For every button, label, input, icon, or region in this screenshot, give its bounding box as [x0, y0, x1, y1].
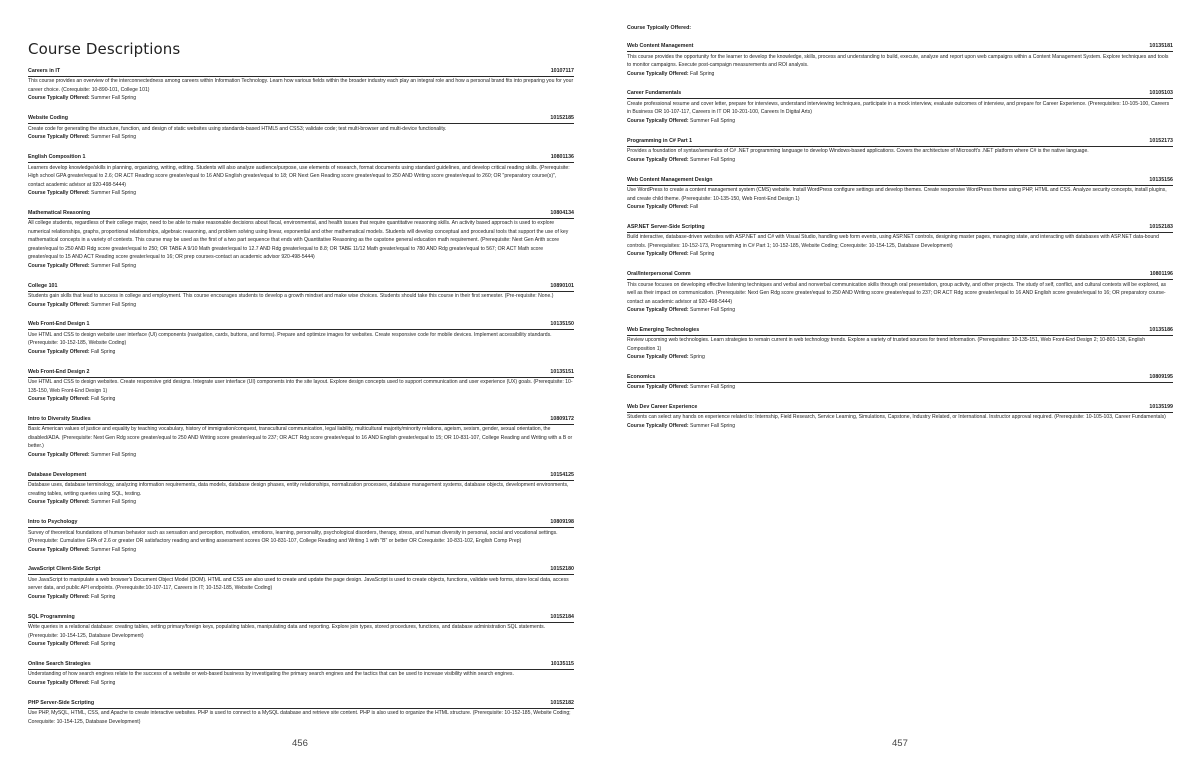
- course-description: Use HTML and CSS to design website user interface (UI) components (navigation, cards, buttons, and forms). Prepare and optimize images for websites. Create responsive code for mobile devices. Implement accessibility standards. (Prerequisite: 10-152-185, Website Coding): [28, 331, 552, 347]
- course-offered: [627, 70, 1173, 78]
- offered-terms: Fall: [690, 204, 699, 211]
- course-header: [627, 327, 1173, 336]
- offered-terms: Summer Fall Spring: [91, 546, 137, 553]
- offered-terms: Summer Fall Spring: [91, 499, 137, 506]
- course-offered: [627, 353, 1173, 361]
- course-code: 10152183: [1149, 223, 1173, 230]
- course-code: 10152173: [1149, 137, 1173, 144]
- offered-terms: Fall Spring: [690, 251, 715, 258]
- course-entry: [28, 283, 574, 309]
- offered-label: Course Typically Offered:: [28, 301, 90, 308]
- offered-terms: Summer Fall Spring: [91, 301, 137, 308]
- offered-label: Course Typically Offered:: [28, 499, 90, 506]
- offered-label: Course Typically Offered:: [627, 307, 689, 314]
- offered-terms: Summer Fall Spring: [690, 384, 736, 391]
- right-page: [627, 0, 1173, 776]
- offered-label: Course Typically Offered:: [627, 251, 689, 258]
- course-entry: [28, 661, 574, 687]
- course-description: Use PHP, MySQL, HTML, CSS, and Apache to create interactive websites. PHP is used to connect to a MySQL database and retrieve site content. PHP is also used to organize the HTML structure. (Prerequisite: 10-152-185, Website Coding; Corequisite: 10-154-125, Database Development): [28, 710, 571, 725]
- left-page: [28, 0, 574, 776]
- course-description: Provides a foundation of syntax/semantics of C# .NET programming language to develop Windows-based applications. Covers the architecture of Microsoft's .NET platform where C# is the native language.: [627, 148, 1089, 155]
- course-header: [28, 416, 574, 425]
- offered-terms: Fall Spring: [91, 679, 116, 686]
- course-entry: [28, 68, 574, 103]
- course-description: Students can select any hands on experience related to: Internship, Field Research, Service Learning, Simulations, Capstone, Industry Related, or International. Instructor approval required. (Prerequisite: 10-105-103, Career Fundamentals): [627, 414, 1166, 421]
- course-header: [28, 661, 574, 670]
- course-entry: [28, 154, 574, 197]
- offered-terms: Summer Fall Spring: [91, 190, 137, 197]
- offered-label: Course Typically Offered:: [28, 348, 90, 355]
- course-name: Web Emerging Technologies: [627, 326, 700, 333]
- course-entry: [627, 224, 1173, 259]
- course-code: 10801136: [550, 154, 574, 161]
- course-offered: [28, 133, 574, 141]
- offered-terms: Summer Fall Spring: [690, 117, 736, 124]
- offered-terms: Summer Fall Spring: [91, 134, 137, 141]
- course-description: Use WordPress to create a content management system (CMS) website. Install WordPress configure settings and develop themes. Create responsive WordPress theme using PHP, HTML and CSS. Analyze security concepts, install plugins, and create child theme. (Prerequisite: 10-135-150, Web Front-End Design 1): [627, 187, 1167, 202]
- page-number: 456: [292, 738, 308, 749]
- course-offered: [627, 203, 1173, 211]
- offered-terms: Fall Spring: [91, 593, 116, 600]
- course-header: [627, 177, 1173, 186]
- offered-label: Course Typically Offered:: [28, 593, 90, 600]
- offered-label: Course Typically Offered:: [28, 679, 90, 686]
- course-code: 10135151: [550, 368, 574, 375]
- course-offered: [28, 546, 574, 554]
- course-description: Students gain skills that lead to success in college and employment. This course encourages students to develop a growth mindset and make wise choices. Students should take this course in their first semester. (Pre-requisite: None.): [28, 293, 554, 300]
- course-offered: [28, 395, 574, 403]
- course-entry: [28, 472, 574, 507]
- course-name: College 101: [28, 282, 58, 289]
- continued-offered-label: Course Typically Offered:: [627, 25, 692, 31]
- course-offered: [627, 117, 1173, 125]
- course-code: 10809172: [550, 415, 574, 422]
- course-name: Database Development: [28, 471, 87, 478]
- course-header: [627, 404, 1173, 413]
- course-name: Oral/Interpersonal Comm: [627, 271, 691, 278]
- course-list: [627, 25, 1173, 443]
- course-name: Website Coding: [28, 115, 68, 122]
- course-entry: [627, 177, 1173, 212]
- course-name: English Composition 1: [28, 154, 86, 161]
- offered-label: Course Typically Offered:: [627, 70, 689, 77]
- course-header: [28, 566, 574, 575]
- course-description: Use HTML and CSS to design websites. Create responsive grid designs. Integrate user interface (UI) components into the site layout. Explore design concepts used to support communication and user experience (UX) goals. (Prerequisite: 10-135-150, Web Front-End Design 1): [28, 379, 573, 394]
- course-code: 10154125: [550, 471, 574, 478]
- course-entry: [28, 566, 574, 601]
- course-offered: [627, 383, 1173, 391]
- course-name: Web Content Management: [627, 43, 694, 50]
- offered-terms: Fall Spring: [690, 70, 715, 77]
- course-code: 10801196: [1149, 271, 1173, 278]
- offered-label: Course Typically Offered:: [28, 396, 90, 403]
- course-description: Review upcoming web technologies. Learn strategies to remain current in web technology trends. Explore a variety of trusted sources for trend information. (Prerequisites: 10-135-151, Web Front-End Design 2; 10-801-136, English Composition 1): [627, 337, 1146, 352]
- course-code: 10152184: [550, 613, 574, 620]
- course-entry: [28, 210, 574, 270]
- course-name: SQL Programming: [28, 613, 75, 620]
- course-code: 10809198: [550, 519, 574, 526]
- offered-label: Course Typically Offered:: [28, 546, 90, 553]
- course-entry: [627, 43, 1173, 78]
- offered-label: Course Typically Offered:: [627, 156, 689, 163]
- course-header: [28, 154, 574, 163]
- course-entry: [627, 374, 1173, 391]
- course-name: Web Content Management Design: [627, 176, 713, 183]
- course-name: ASP.NET Server-Side Scripting: [627, 223, 705, 230]
- course-code: 10135199: [1149, 403, 1173, 410]
- course-offered: [28, 301, 574, 309]
- course-description: Basic American values of justice and equality by teaching vocabulary, history of immigration/conquest, transcultural communication, legal liability, multicultural majority/minority relations, ageism, sexism, gender, sexual orientation, the disabled/ADA. (Prerequisite: Next Gen Rdg score greater/equal to 250 AND Writing score greater/equal to 237; OR ACT Rdg score greater/equal to 16 AND English greater/equal to 15; OR 10-831-107, College Reading and Writing with a B or better.): [28, 426, 573, 450]
- course-offered: [627, 250, 1173, 258]
- course-offered: [28, 451, 574, 459]
- course-code: 10809195: [1149, 374, 1173, 381]
- course-entry: [28, 519, 574, 554]
- course-entry: [627, 138, 1173, 164]
- course-description: Write queries in a relational database: creating tables, setting primary/foreign keys, populating tables, manipulating data and reporting. Explore join types, stored procedures, functions, and database administration SQL statements. (Prerequisite: 10-154-125, Database Development): [28, 624, 546, 639]
- offered-terms: Summer Fall Spring: [690, 422, 736, 429]
- course-name: Economics: [627, 374, 656, 381]
- course-description: Learners develop knowledge/skills in planning, organizing, writing, editing. Students will also analyze audience/purpose, use elements of research, format documents using standard guidelines, and develop critical reading skills. (Prerequisite: High school GPA greater/equal to 2.6; OR ACT Reading score greater/equal to 16 AND English greater/equal to 18; OR Next Gen Reading score greater/equal to 250 AND Writing score greater/equal to 260; OR "preparatory course(s)", contact academic advisor at 920-498-5444): [28, 164, 570, 188]
- course-entry: [28, 369, 574, 404]
- course-code: 10135181: [1149, 43, 1173, 50]
- course-code: 10135150: [550, 321, 574, 328]
- course-offered: [28, 189, 574, 197]
- offered-label: Course Typically Offered:: [627, 422, 689, 429]
- course-description: Database uses, database terminology, analyzing information requirements, data models, database design phases, entity relationships, normalization processes, database management systems, database objects, development environments, creating tables, writing queries using SQL, testing.: [28, 482, 569, 497]
- page-title: Course Descriptions: [28, 40, 181, 58]
- offered-label: Course Typically Offered:: [627, 204, 689, 211]
- course-entry: [627, 404, 1173, 430]
- course-offered: [28, 498, 574, 506]
- course-code: 10135186: [1149, 326, 1173, 333]
- course-code: 10135115: [550, 660, 574, 667]
- offered-label: Course Typically Offered:: [28, 641, 90, 648]
- offered-terms: Summer Fall Spring: [690, 307, 736, 314]
- course-description: Build interactive, database-driven websites with ASP.NET and C# with Visual Studio, handling web form events, using ASP.NET controls, designing master pages, managing state, and interacting with databases with ASP.NET data-bound controls. (Prerequisites: 10-152-173, Programming in C# Part 1; 10-152-185, Website Coding; Corequisite: 10-154-125, Database Development): [627, 234, 1159, 249]
- course-header: [627, 271, 1173, 280]
- offered-terms: Fall Spring: [91, 641, 116, 648]
- course-entry: [28, 115, 574, 141]
- course-header: [28, 472, 574, 481]
- course-header: [627, 138, 1173, 147]
- course-description: Understanding of how search engines relate to the success of a website or web-based business by investigating the primary search engines and the tactics that can be used to increase visibility within search engines.: [28, 671, 514, 678]
- offered-terms: Fall Spring: [91, 348, 116, 355]
- course-offered: [28, 348, 574, 356]
- course-description: Survey of theoretical foundations of human behavior such as sensation and perception, motivation, emotions, learning, personality, psychological disorders, therapy, stress, and human diversity in personal, social and vocational settings. (Prerequisite: Cumulative GPA of 2.6 or greater OR satisfactory reading and writing assessment scores OR 10-831-107, College Reading and Writing 1 with "B" or better OR Corequisite: 10-831-102, English Comp Prep): [28, 529, 558, 545]
- course-code: 10152180: [550, 566, 574, 573]
- course-name: PHP Server-Side Scripting: [28, 699, 95, 706]
- course-header: [28, 519, 574, 528]
- course-name: Intro to Diversity Studies: [28, 415, 91, 422]
- offered-terms: Summer Fall Spring: [91, 95, 137, 102]
- offered-terms: Summer Fall Spring: [91, 262, 137, 269]
- course-header: [28, 700, 574, 709]
- course-description: This course provides an overview of the interconnectedness among careers within Information Technology. Learn how various fields within the broader industry each play an integral role and how a personal brand fits into preparing you for your career choice. (Corequisite: 10-890-101, College 101): [28, 78, 574, 93]
- course-entry: [627, 327, 1173, 362]
- course-description: This course provides the opportunity for the learner to develop the knowledge, skills, process and understanding to build, execute, analyze and report upon web campaigns within a Content Management System. Explore techniques and tools to monitor campaigns. Execute post-campaign measurements and ROI analysis.: [627, 53, 1169, 69]
- course-offered: [28, 593, 574, 601]
- course-offered: [28, 262, 574, 270]
- course-name: JavaScript Client-Side Script: [28, 566, 101, 573]
- course-header: [28, 115, 574, 124]
- course-offered: [627, 422, 1173, 430]
- course-entry: [28, 700, 574, 726]
- course-header: [28, 210, 574, 219]
- course-entry: [627, 90, 1173, 125]
- course-description: Use JavaScript to manipulate a web browser's Document Object Model (DOM). HTML and CSS are also used to create and update the page design. JavaScript is used to create objects, functions, validate web forms, store local data, access server data, and public API endpoints. (Prerequisite:10-107-117, Careers in IT; 10-152-185, Website Coding): [28, 576, 569, 592]
- course-offered: [28, 640, 574, 648]
- course-header: [28, 283, 574, 292]
- course-name: Web Dev Career Experience: [627, 403, 698, 410]
- page-number: 457: [892, 738, 908, 749]
- course-header: [627, 43, 1173, 52]
- offered-label: Course Typically Offered:: [627, 384, 689, 391]
- course-description: This course focuses on developing effective listening techniques and verbal and nonverbal communication skills through oral presentation, group activity, and other projects. The study of self, conflict, and cultural contexts will be explored, as well as their impact on communication. (Prerequisite: Next Gen Rdg score greater/equal to 250 AND Writing score greater/equal to 237; OR ACT Rdg score greater/equal to 16 AND English score greater/equal to 16; OR preparatory course-contact an academic advisor at 920-498-5444): [627, 281, 1167, 305]
- course-name: Online Search Strategies: [28, 660, 91, 667]
- offered-terms: Fall Spring: [91, 396, 116, 403]
- offered-label: Course Typically Offered:: [627, 354, 689, 361]
- course-offered: [627, 156, 1173, 164]
- offered-terms: Spring: [690, 354, 705, 361]
- course-header: [28, 321, 574, 330]
- course-code: 10152182: [550, 699, 574, 706]
- course-name: Web Front-End Design 1: [28, 321, 90, 328]
- course-description: Create professional resume and cover letter, prepare for interviews, understand interviewing techniques, participate in a mock interview, evaluate outcomes of interview, and prepare for Career Experience. (Prerequisites: 10-105-100, Careers in Business OR 10-107-117, Careers in IT OR 10-201-100, Careers In Digital Arts): [627, 100, 1170, 116]
- course-offered: [28, 679, 574, 687]
- offered-label: Course Typically Offered:: [28, 190, 90, 197]
- offered-terms: Summer Fall Spring: [690, 156, 736, 163]
- offered-terms: Summer Fall Spring: [91, 451, 137, 458]
- course-header: [28, 369, 574, 378]
- course-code: 10890101: [550, 282, 574, 289]
- course-name: Programming in C# Part 1: [627, 137, 693, 144]
- course-header: [28, 68, 574, 77]
- course-header: [28, 614, 574, 623]
- course-offered: [627, 306, 1173, 314]
- course-description: Create code for generating the structure, function, and design of static websites using standards-based HTML5 and CSS3; validate code; test multi-browser and multi-device functionality.: [28, 125, 447, 132]
- offered-label: Course Typically Offered:: [627, 117, 689, 124]
- course-name: Mathematical Reasoning: [28, 209, 91, 216]
- course-code: 10107117: [550, 68, 574, 74]
- course-header: [627, 90, 1173, 99]
- course-entry: [28, 614, 574, 649]
- offered-label: Course Typically Offered:: [28, 262, 90, 269]
- course-header: [627, 374, 1173, 383]
- offered-label: Course Typically Offered:: [28, 451, 90, 458]
- course-code: 10804134: [550, 209, 574, 216]
- course-entry: [28, 416, 574, 459]
- course-name: Career Fundamentals: [627, 90, 682, 97]
- course-name: Web Front-End Design 2: [28, 368, 90, 375]
- course-entry: [627, 271, 1173, 314]
- course-code: 10105103: [1149, 90, 1173, 97]
- course-offered: [28, 94, 574, 102]
- course-code: 10152185: [550, 115, 574, 122]
- offered-label: Course Typically Offered:: [28, 95, 90, 102]
- course-code: 10135156: [1149, 176, 1173, 183]
- course-name: Intro to Psychology: [28, 519, 78, 526]
- course-entry: [28, 321, 574, 356]
- course-description: All college students, regardless of their college major, need to be able to make reasonable decisions about fiscal, environmental, and health issues that require quantitative reasoning skills. An activity based approach is used to explore numerical relationships, graphs, proportional relationships, algebraic reasoning, and problem solving using linear, exponential and other mathematical models. Students will develop conceptual and procedural tools that support the use of key mathematical concepts in a variety of contexts. This course may be used as the first of a two part sequence that ends with Quantitative Reasoning as the capstone general education math requirement. (Prerequisite: Next Gen Arith score greater/equal to 250 AND Rdg score greater/equal to 250; OR TABE A 9/10 Math greater/equal to 12.7 AND Rdg greater/equal to 8.8; OR TABE 11/12 Math greater/equal to 780 AND Rdg greater/equal to 567; OR ACT Math score greater/equal to 15 AND ACT Reading score greater/equal to 16; OR prep courses-contact an academic advisor 920-498-5444): [28, 220, 569, 261]
- course-header: [627, 224, 1173, 233]
- course-list: [28, 68, 574, 739]
- course-name: Careers in IT: [28, 68, 61, 74]
- offered-label: Course Typically Offered:: [28, 134, 90, 141]
